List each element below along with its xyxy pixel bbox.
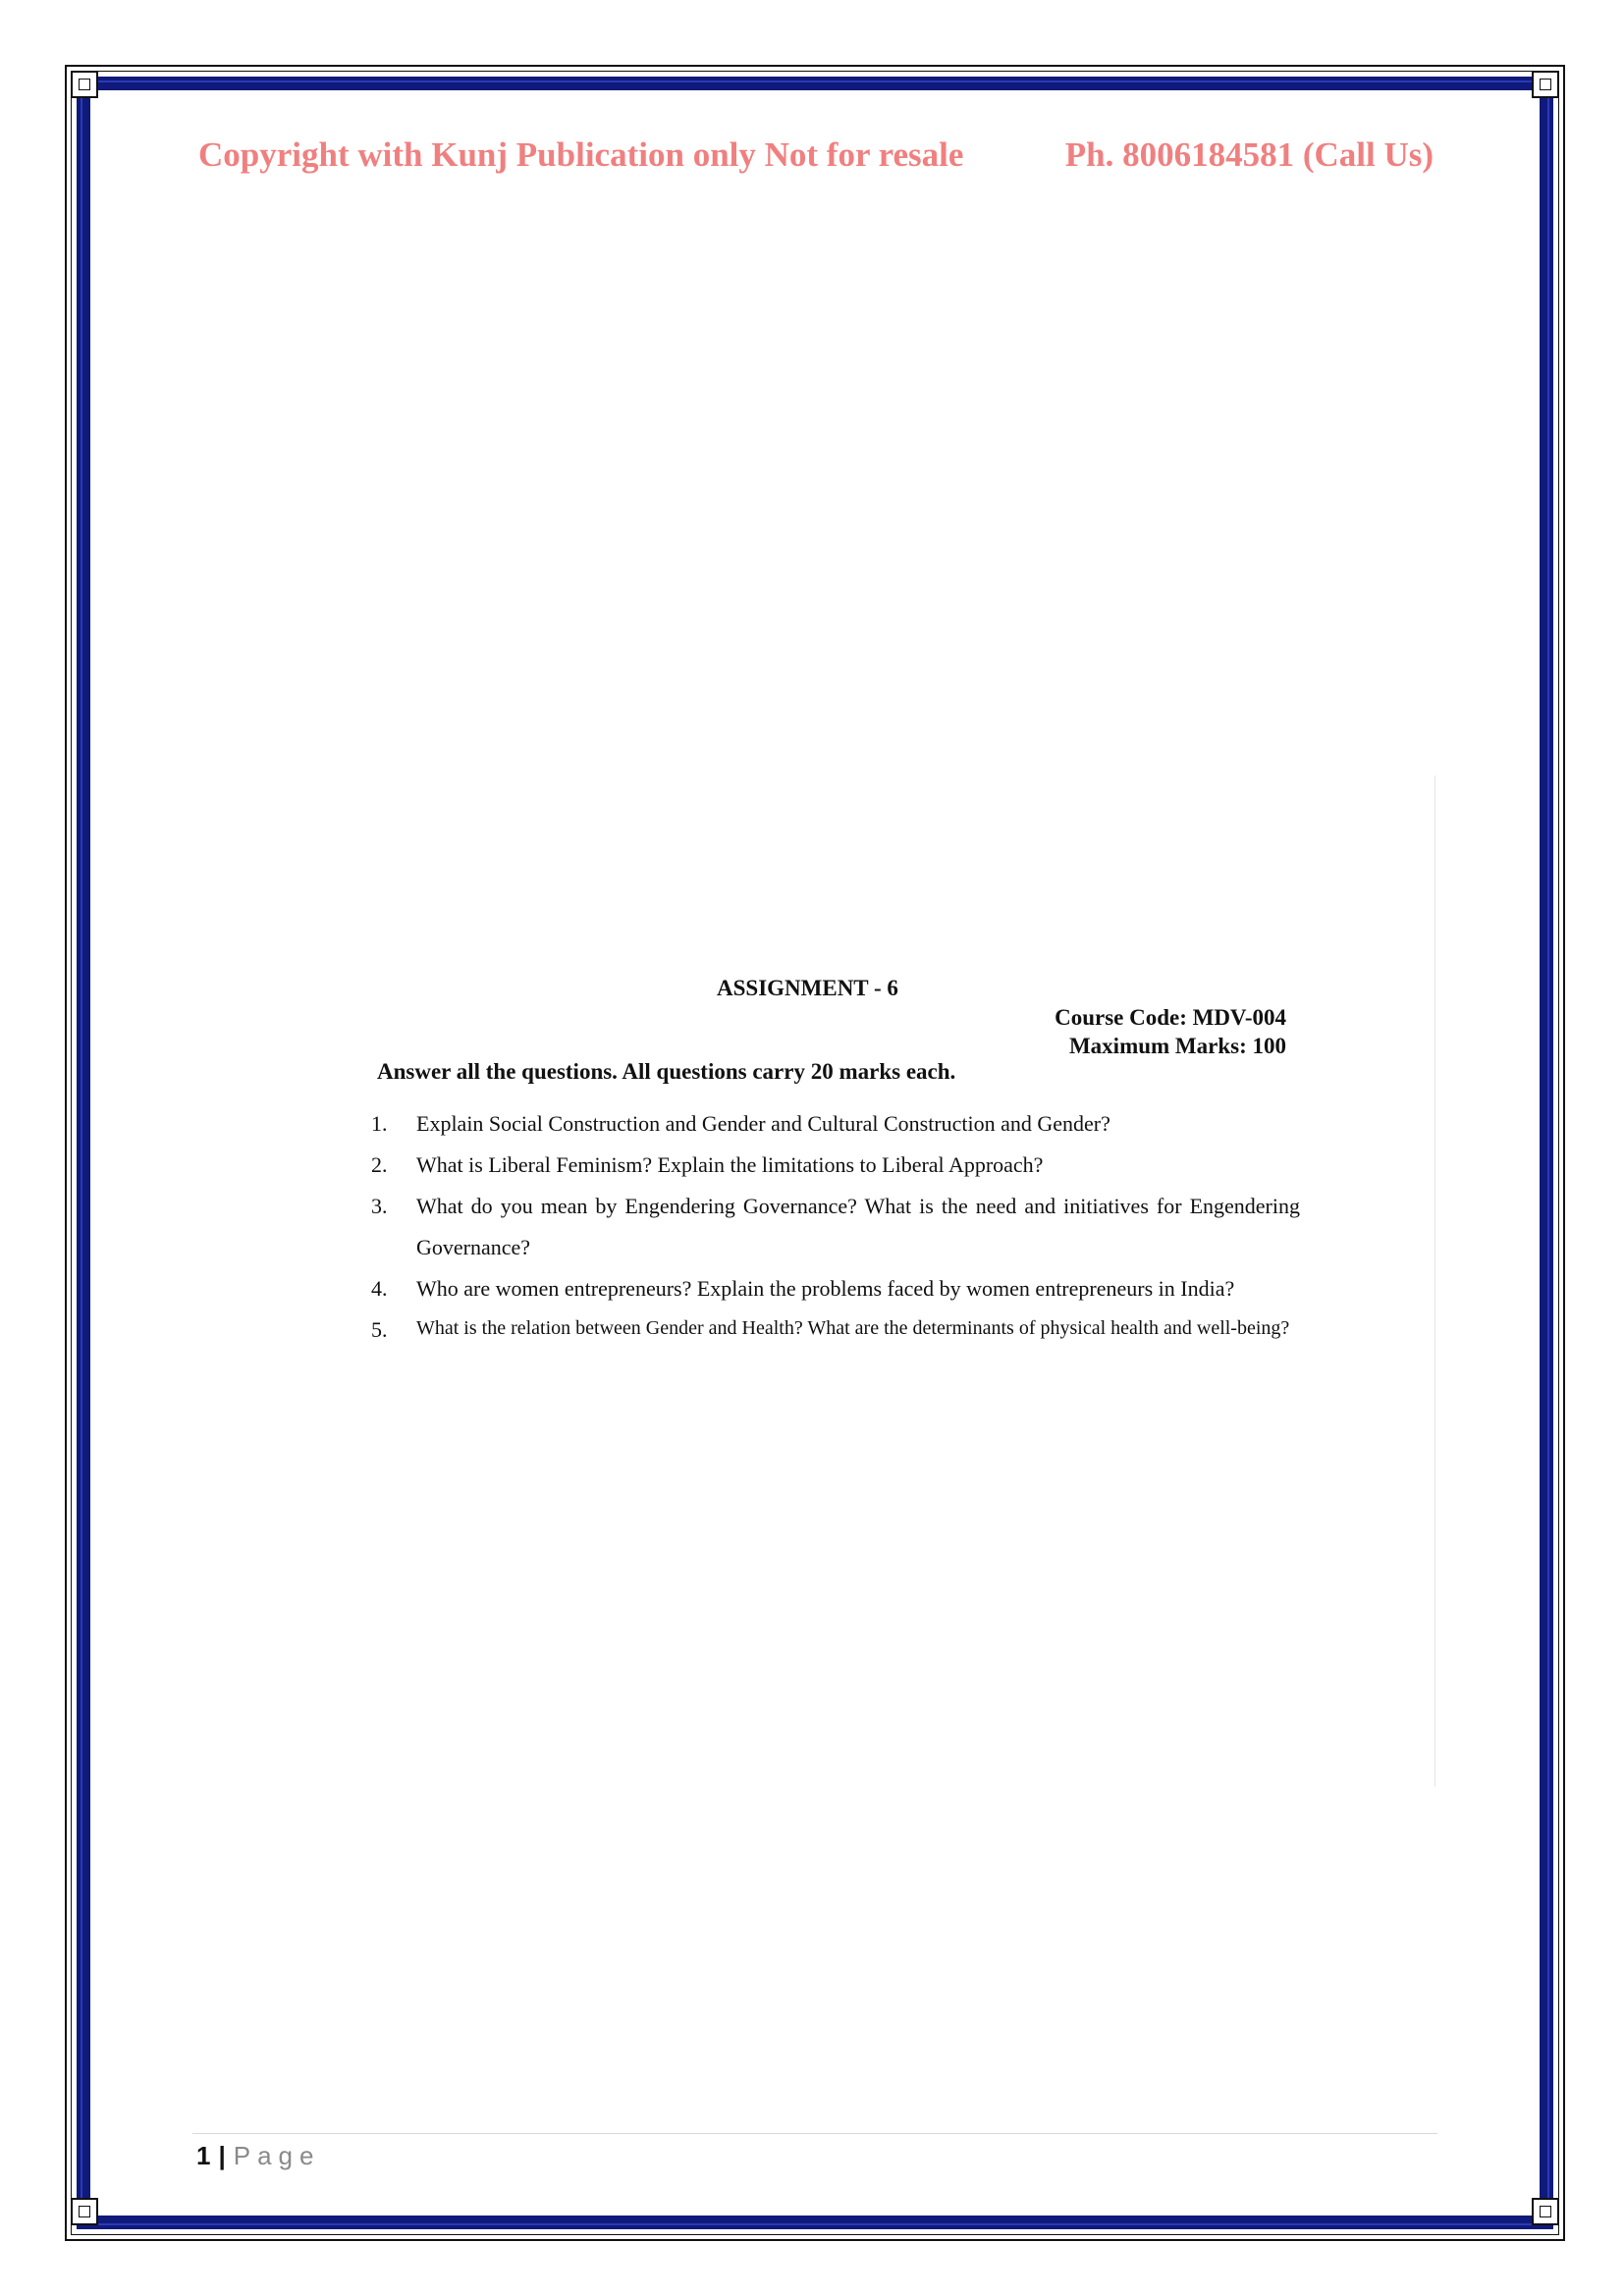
- instructions: Answer all the questions. All questions carry 20 marks each.: [377, 1059, 956, 1084]
- page-separator: |: [218, 2141, 226, 2170]
- question-number: 4.: [371, 1276, 388, 1301]
- assignment-title: ASSIGNMENT - 6: [717, 976, 898, 1000]
- copyright-notice: Copyright with Kunj Publication only Not for resale: [198, 135, 964, 174]
- question-number: 5.: [371, 1317, 388, 1342]
- question-text: What do you mean by Engendering Governance? What is the need and initiatives for Engendering Governance?: [416, 1194, 1300, 1259]
- question-number: 2.: [371, 1152, 388, 1177]
- question-item: [371, 1145, 1300, 1186]
- question-item: [371, 1186, 1300, 1268]
- course-meta: [1055, 1003, 1286, 1060]
- question-text: Who are women entrepreneurs? Explain the problems faced by women entrepreneurs in India?: [416, 1276, 1235, 1301]
- question-item: [371, 1103, 1300, 1145]
- question-number: 1.: [371, 1111, 388, 1136]
- footer-divider: [192, 2133, 1437, 2134]
- page-label: Page: [233, 2141, 321, 2170]
- contact-phone: Ph. 8006184581 (Call Us): [1064, 135, 1434, 174]
- border-corner-top-right: [1532, 71, 1559, 98]
- question-item: [371, 1268, 1300, 1309]
- question-item: [371, 1309, 1300, 1351]
- course-code: Course Code: MDV-004: [1055, 1005, 1286, 1030]
- copyright-header: [198, 135, 1434, 175]
- question-number: 3.: [371, 1194, 388, 1218]
- question-list: [371, 1103, 1300, 1351]
- border-corner-bottom-left: [71, 2198, 98, 2225]
- border-corner-top-left: [71, 71, 98, 98]
- question-text: What is the relation between Gender and Health? What are the determinants of physical health and well-being?: [416, 1317, 1290, 1339]
- question-text: What is Liberal Feminism? Explain the limitations to Liberal Approach?: [416, 1152, 1044, 1177]
- question-text: Explain Social Construction and Gender and Cultural Construction and Gender?: [416, 1111, 1110, 1136]
- page-number: 1: [196, 2141, 211, 2170]
- page-footer: [196, 2141, 320, 2171]
- maximum-marks: Maximum Marks: 100: [1068, 1034, 1286, 1058]
- border-corner-bottom-right: [1532, 2198, 1559, 2225]
